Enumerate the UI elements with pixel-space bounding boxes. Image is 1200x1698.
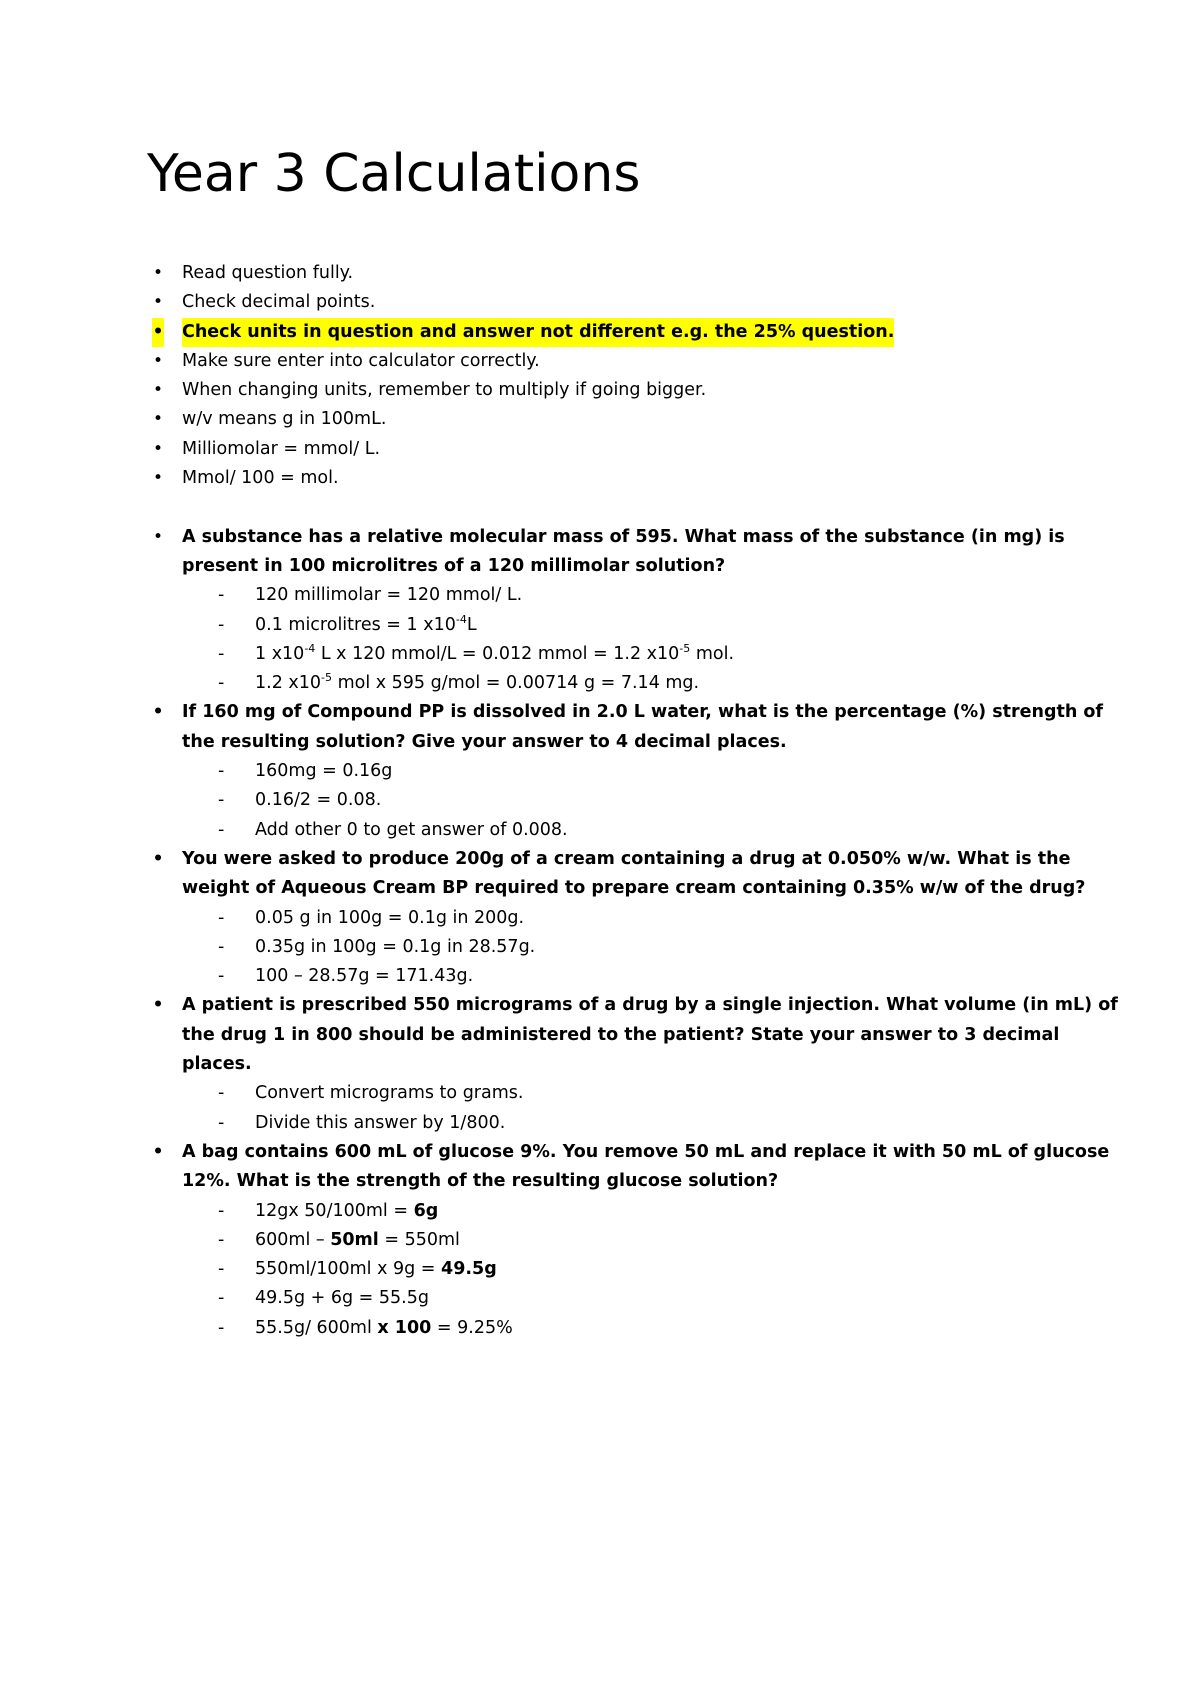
question-line bbox=[0, 1138, 1200, 1167]
step-item bbox=[0, 1226, 1200, 1255]
step-text: 0.05 g in 100g = 0.1g in 200g. bbox=[255, 907, 525, 928]
list-item bbox=[0, 405, 1200, 434]
bullet-icon: • bbox=[152, 468, 164, 489]
bullet-icon: • bbox=[152, 995, 164, 1016]
tip-text: w/v means g in 100mL. bbox=[182, 409, 387, 430]
step-item bbox=[0, 581, 1200, 610]
dash-icon: - bbox=[218, 1112, 225, 1133]
step-part: 12gx 50/100ml = bbox=[255, 1200, 414, 1221]
dash-icon: - bbox=[218, 614, 225, 635]
step-part: 1.2 x10 bbox=[255, 673, 322, 694]
question-line bbox=[0, 552, 1200, 581]
step-part-bold: 50ml bbox=[330, 1229, 379, 1250]
step-part: 600ml – bbox=[255, 1229, 331, 1250]
question-text: 12%. What is the strength of the resulting glucose solution? bbox=[182, 1171, 779, 1192]
step-item bbox=[0, 904, 1200, 933]
blank-line bbox=[0, 493, 1200, 522]
step-item bbox=[0, 757, 1200, 786]
list-item bbox=[0, 259, 1200, 288]
tip-text: When changing units, remember to multiply if going bigger. bbox=[182, 380, 707, 401]
step-text: Convert micrograms to grams. bbox=[255, 1083, 524, 1104]
list-item bbox=[0, 376, 1200, 405]
dash-icon: - bbox=[218, 1083, 225, 1104]
step-item bbox=[0, 962, 1200, 991]
question-line bbox=[0, 1050, 1200, 1079]
tip-text: Check decimal points. bbox=[182, 292, 376, 313]
step-text: 160mg = 0.16g bbox=[255, 761, 393, 782]
step-part: mol x 595 g/mol = 0.00714 g = 7.14 mg. bbox=[332, 673, 700, 694]
page-title: Year 3 Calculations bbox=[147, 144, 641, 204]
dash-icon: - bbox=[218, 936, 225, 957]
question-line bbox=[0, 1021, 1200, 1050]
list-item bbox=[0, 347, 1200, 376]
dash-icon: - bbox=[218, 966, 225, 987]
dash-icon: - bbox=[218, 790, 225, 811]
step-item bbox=[0, 1255, 1200, 1284]
bullet-icon: • bbox=[152, 526, 164, 547]
question-line bbox=[0, 874, 1200, 903]
question-text: the drug 1 in 800 should be administered to the patient? State your answer to 3 decimal bbox=[182, 1024, 1060, 1045]
bullet-icon: • bbox=[152, 263, 164, 283]
question-text: A patient is prescribed 550 micrograms of a drug by a single injection. What volume (in mL) of bbox=[182, 995, 1118, 1016]
step-item bbox=[0, 611, 1200, 640]
dash-icon: - bbox=[218, 819, 225, 840]
bullet-icon: • bbox=[152, 350, 164, 371]
dash-icon: - bbox=[218, 643, 225, 664]
exponent: -4 bbox=[455, 612, 467, 626]
step-item bbox=[0, 933, 1200, 962]
question-text: A substance has a relative molecular mass of 595. What mass of the substance (in mg) is bbox=[182, 526, 1065, 547]
step-part: L bbox=[466, 614, 477, 635]
step-item bbox=[0, 669, 1200, 698]
step-part: 55.5g/ 600ml bbox=[255, 1317, 378, 1338]
dash-icon: - bbox=[218, 1259, 225, 1280]
step-item bbox=[0, 1284, 1200, 1313]
step-item bbox=[0, 816, 1200, 845]
bullet-icon: • bbox=[152, 702, 164, 723]
dash-icon: - bbox=[218, 585, 225, 606]
step-text: 100 – 28.57g = 171.43g. bbox=[255, 966, 474, 987]
question-text: weight of Aqueous Cream BP required to prepare cream containing 0.35% w/w of the drug? bbox=[182, 878, 1086, 899]
step-text: 0.35g in 100g = 0.1g in 28.57g. bbox=[255, 936, 536, 957]
question-text: present in 100 microlitres of a 120 millimolar solution? bbox=[182, 555, 726, 576]
question-line bbox=[0, 728, 1200, 757]
step-part: = 9.25% bbox=[431, 1317, 513, 1338]
step-part: 1 x10 bbox=[255, 643, 305, 664]
dash-icon: - bbox=[218, 1288, 225, 1309]
bullet-icon: • bbox=[152, 318, 164, 347]
bullet-icon: • bbox=[152, 292, 164, 313]
step-text bbox=[255, 1314, 513, 1343]
step-part: mol. bbox=[690, 643, 735, 664]
step-part-bold: 6g bbox=[413, 1200, 439, 1221]
dash-icon: - bbox=[218, 907, 225, 928]
step-text bbox=[255, 1226, 460, 1255]
bullet-icon: • bbox=[152, 409, 164, 430]
tip-text-highlighted: Check units in question and answer not different e.g. the 25% question. bbox=[182, 318, 894, 347]
exponent: -4 bbox=[304, 641, 316, 655]
dash-icon: - bbox=[218, 761, 225, 782]
dash-icon: - bbox=[218, 1200, 225, 1221]
exponent: -5 bbox=[679, 641, 691, 655]
question-line bbox=[0, 523, 1200, 552]
step-item bbox=[0, 1079, 1200, 1108]
tip-text: Read question fully. bbox=[182, 263, 354, 283]
step-item bbox=[0, 1109, 1200, 1138]
question-line bbox=[0, 698, 1200, 727]
exponent: -5 bbox=[321, 671, 332, 685]
tip-text: Milliomolar = mmol/ L. bbox=[182, 438, 381, 459]
step-item bbox=[0, 1314, 1200, 1343]
question-line bbox=[0, 845, 1200, 874]
question-text: You were asked to produce 200g of a cream containing a drug at 0.050% w/w. What is the bbox=[182, 848, 1071, 869]
highlighted-list-item bbox=[0, 318, 1200, 347]
step-part: L x 120 mmol/L = 0.012 mmol = 1.2 x10 bbox=[315, 643, 680, 664]
question-text: the resulting solution? Give your answer to 4 decimal places. bbox=[182, 731, 787, 752]
tip-text: Mmol/ 100 = mol. bbox=[182, 468, 339, 489]
step-text: Divide this answer by 1/800. bbox=[255, 1112, 506, 1133]
step-part: 550ml/100ml x 9g = bbox=[255, 1259, 442, 1280]
step-text: 0.16/2 = 0.08. bbox=[255, 790, 382, 811]
dash-icon: - bbox=[218, 1317, 225, 1338]
bullet-icon: • bbox=[152, 1141, 164, 1162]
question-line bbox=[0, 1167, 1200, 1196]
step-item bbox=[0, 1197, 1200, 1226]
question-text: If 160 mg of Compound PP is dissolved in 2.0 L water, what is the percentage (%) strength of bbox=[182, 702, 1104, 723]
question-text: places. bbox=[182, 1054, 252, 1075]
step-text: Add other 0 to get answer of 0.008. bbox=[255, 819, 568, 840]
step-text bbox=[255, 640, 734, 669]
step-text bbox=[255, 611, 477, 640]
step-text: 120 millimolar = 120 mmol/ L. bbox=[255, 585, 523, 606]
tip-text: Make sure enter into calculator correctly. bbox=[182, 350, 540, 371]
step-text bbox=[255, 1255, 497, 1284]
question-line bbox=[0, 991, 1200, 1020]
step-text bbox=[255, 669, 699, 698]
bullet-icon: • bbox=[152, 848, 164, 869]
step-part: 0.1 microlitres = 1 x10 bbox=[255, 614, 456, 635]
step-part-bold: 49.5g bbox=[441, 1259, 497, 1280]
bullet-icon: • bbox=[152, 380, 164, 401]
question-text: A bag contains 600 mL of glucose 9%. You remove 50 mL and replace it with 50 mL of glucose bbox=[182, 1141, 1110, 1162]
step-item bbox=[0, 640, 1200, 669]
document-body bbox=[0, 259, 1200, 1343]
dash-icon: - bbox=[218, 1229, 225, 1250]
list-item bbox=[0, 435, 1200, 464]
dash-icon: - bbox=[218, 673, 225, 694]
step-part: = 550ml bbox=[378, 1229, 460, 1250]
list-item bbox=[0, 288, 1200, 317]
bullet-icon: • bbox=[152, 438, 164, 459]
list-item bbox=[0, 464, 1200, 493]
step-text: 49.5g + 6g = 55.5g bbox=[255, 1288, 429, 1309]
step-item bbox=[0, 786, 1200, 815]
step-text bbox=[255, 1197, 438, 1226]
step-part-bold: x 100 bbox=[377, 1317, 432, 1338]
